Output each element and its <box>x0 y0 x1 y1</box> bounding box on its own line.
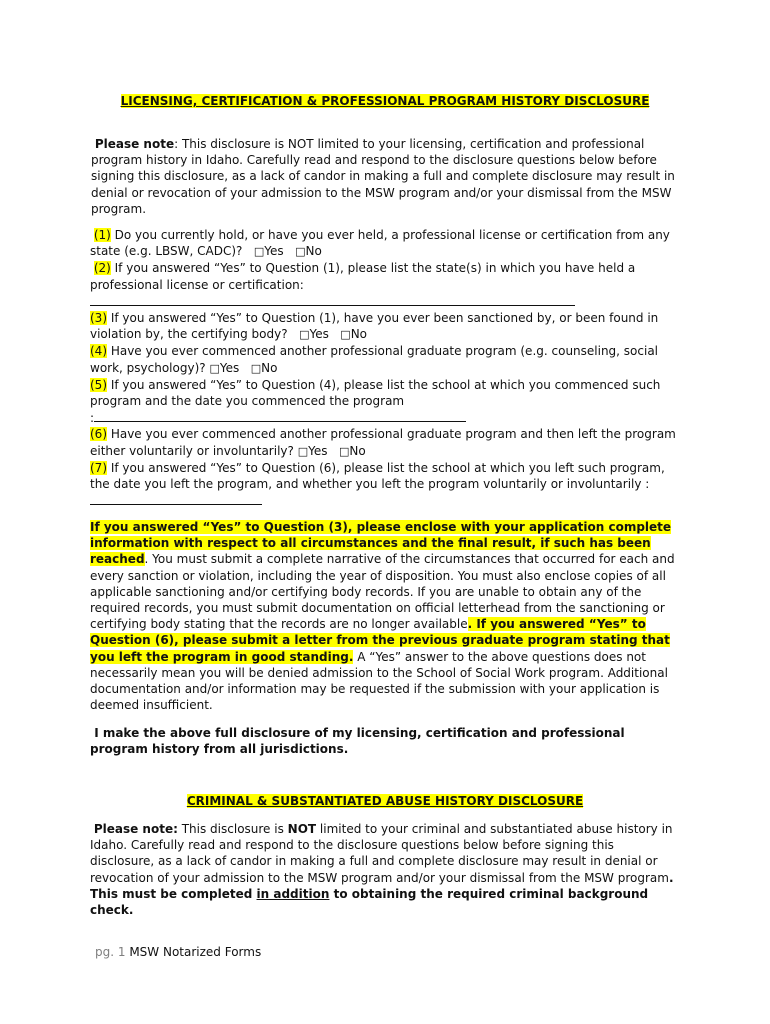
note-paragraph <box>91 136 681 217</box>
questions-block <box>90 227 680 524</box>
note-label: Please note: <box>93 822 178 836</box>
note-bold-2: to obtaining the required criminal background check. <box>90 886 649 918</box>
q5-number: (5) <box>90 377 107 392</box>
question-3 <box>90 310 680 343</box>
q2-number: (2) <box>93 261 111 276</box>
yes-label: Yes <box>309 327 329 342</box>
q7-answer-line[interactable] <box>90 492 262 505</box>
q4-number: (4) <box>90 344 107 359</box>
q5-colon: : <box>90 411 95 426</box>
title-text: LICENSING, CERTIFICATION & PROFESSIONAL PROGRAM HISTORY DISCLOSURE <box>120 94 650 108</box>
no-checkbox[interactable]: □ <box>295 245 306 259</box>
note-not: NOT <box>287 822 317 836</box>
no-label: No <box>350 327 368 342</box>
q5-answer-line[interactable] <box>94 409 466 422</box>
footer-label: MSW Notarized Forms <box>129 945 262 959</box>
instructions-text-2: A “Yes” answer to the above questions does not necessarily mean you will be denied admission to the School of Social Work program. Additional documentation and/or information may be requested if the submission with your application is deemed insufficient. <box>90 649 668 713</box>
criminal-note-paragraph <box>90 821 680 918</box>
question-6 <box>90 426 680 459</box>
q3-number: (3) <box>90 311 107 326</box>
note-text: limited to your criminal and substantiated abuse history in Idaho. Carefully read and respond to the disclosure questions below before signing this disclosure, as a lack of candor in making a full and complete disclosure may result in denial or revocation of your admission to the MSW program and/or your dismissal from the MSW program <box>90 822 673 885</box>
no-checkbox[interactable]: □ <box>340 328 351 342</box>
yes-checkbox[interactable]: □ <box>209 361 220 375</box>
yes-label: Yes <box>219 360 240 375</box>
question-7 <box>90 460 680 510</box>
note-bold-underline: in addition <box>256 886 330 901</box>
no-checkbox[interactable]: □ <box>338 444 350 458</box>
q5-text: If you answered “Yes” to Question (4), please list the school at which you commenced such program and the date you commenced the program <box>90 377 661 409</box>
q6-text: Have you ever commenced another professional graduate program and then left the program either voluntarily or involuntarily? <box>90 427 676 458</box>
q3-text: If you answered “Yes” to Question (1), have you ever been sanctioned by, or been found in violation by, the certifying body? <box>90 311 659 342</box>
q1-text: Do you currently hold, or have you ever held, a professional license or certification from any state (e.g. LBSW, CADC)? <box>90 228 670 259</box>
instructions-bold-2: . If you answered “Yes” to Question (6), please submit a letter from the previous graduate program stating that you left the program in good standing. <box>90 617 670 664</box>
declaration-text: I make the above full disclosure of my licensing, certification and professional program history from all jurisdictions. <box>90 726 625 757</box>
yes-label: Yes <box>264 244 284 259</box>
question-1 <box>90 227 680 260</box>
q2-text: If you answered “Yes” to Question (1), please list the state(s) in which you have held a professional license or certification: <box>90 261 636 292</box>
section-title-licensing <box>90 94 680 110</box>
question-4 <box>90 343 680 376</box>
title-text: CRIMINAL & SUBSTANTIATED ABUSE HISTORY DISCLOSURE <box>186 794 584 808</box>
yes-checkbox[interactable]: □ <box>299 328 310 342</box>
note-label: Please note <box>94 137 175 151</box>
q1-number: (1) <box>93 228 111 242</box>
no-label: No <box>305 244 322 259</box>
yes-label: Yes <box>308 443 328 458</box>
q6-number: (6) <box>90 427 107 442</box>
section-title-criminal <box>90 794 680 810</box>
q4-text: Have you ever commenced another professional graduate program (e.g. counseling, social work, psychology)? <box>90 344 659 375</box>
q2-answer-line[interactable] <box>90 293 575 306</box>
question-5 <box>90 377 680 427</box>
note-bold-1: . This must be completed <box>90 870 674 901</box>
instructions-paragraph <box>90 519 680 713</box>
note-text: : This disclosure is NOT limited to your licensing, certification and professional program history in Idaho. Carefully read and respond to the disclosure questions below before signing this disclosure, as a lack of candor in making a full and complete disclosure may result in denial or revocation of your admission to the MSW program and/or your dismissal from the MSW program. <box>91 137 675 216</box>
instructions-text-1: . You must submit a complete narrative of the circumstances that occurred for each and every sanction or violation, including the year of disposition. You must also enclose copies of all applicable sanctioning and/or certifying body records. If you are unable to obtain any of the required records, you must submit documentation on official letterhead from the sanctioning or certifying body stating that the records are no longer available <box>90 552 675 632</box>
page-number: pg. 1 <box>95 945 126 959</box>
no-label: No <box>349 443 366 458</box>
declaration <box>90 725 680 757</box>
yes-checkbox[interactable]: □ <box>253 245 265 259</box>
q7-number: (7) <box>90 460 107 475</box>
q7-text: If you answered “Yes” to Question (6), please list the school at which you left such program, the date you left the program, and whether you left the program voluntarily or involuntarily : <box>90 460 665 492</box>
note-pre: This disclosure is <box>177 822 288 836</box>
question-2 <box>90 260 680 310</box>
no-label: No <box>261 360 278 375</box>
no-checkbox[interactable]: □ <box>250 361 262 375</box>
instructions-bold-1: If you answered “Yes” to Question (3), please enclose with your application complete information with respect to all circumstances and the final result, if such has been reached <box>90 520 672 567</box>
page-footer <box>95 944 261 960</box>
yes-checkbox[interactable]: □ <box>297 444 309 458</box>
